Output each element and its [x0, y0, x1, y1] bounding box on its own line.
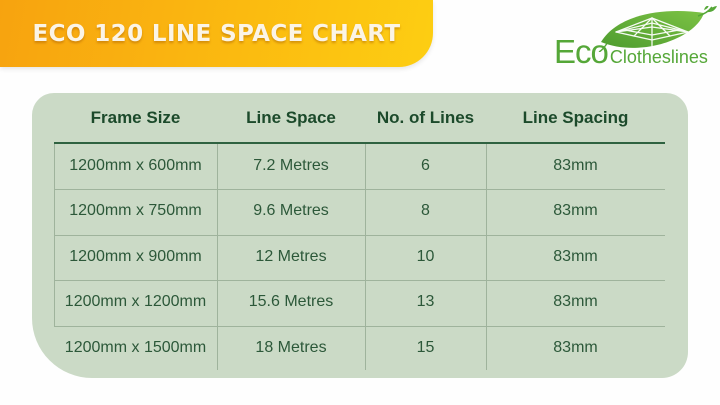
header-cell-line-spacing: Line Spacing	[522, 108, 629, 127]
brand-suffix: Clotheslines	[609, 47, 708, 67]
table-cell: 7.2 Metres	[253, 156, 329, 174]
table-cell: 13	[416, 293, 435, 311]
column-divider	[217, 144, 218, 370]
header-cell-line-space: Line Space	[246, 108, 336, 127]
table-cell: 83mm	[553, 202, 598, 220]
header-cell-frame-size: Frame Size	[90, 108, 181, 127]
line-space-table-panel	[32, 93, 688, 378]
column-divider	[365, 144, 366, 370]
page-title: ECO 120 LINE SPACE CHART	[32, 20, 401, 47]
line-space-table	[54, 93, 665, 378]
table-cell: 1200mm x 750mm	[69, 202, 202, 220]
row-divider	[54, 189, 665, 190]
table-cell: 1200mm x 1500mm	[64, 338, 207, 356]
eco-clotheslines-logo	[548, 4, 716, 68]
table-cell: 18 Metres	[255, 338, 327, 356]
row-divider	[54, 280, 665, 281]
header-cell-no-of-lines: No. of Lines	[376, 108, 475, 127]
table-cell: 8	[421, 202, 430, 220]
brand-wordmark	[554, 35, 708, 68]
table-cell: 1200mm x 1200mm	[64, 293, 207, 311]
title-banner	[0, 0, 433, 67]
column-divider	[486, 144, 487, 370]
row-divider	[54, 326, 665, 327]
table-cell: 83mm	[553, 293, 598, 311]
table-left-rule	[54, 144, 55, 326]
table-cell: 83mm	[553, 156, 598, 174]
table-cell: 12 Metres	[255, 247, 327, 265]
row-divider	[54, 235, 665, 236]
table-cell: 9.6 Metres	[253, 202, 329, 220]
table-cell: 83mm	[553, 247, 598, 265]
table-cell: 1200mm x 900mm	[69, 247, 202, 265]
table-cell: 15	[416, 338, 435, 356]
brand-name: Eco	[554, 33, 608, 70]
table-cell: 1200mm x 600mm	[69, 156, 202, 174]
table-cell: 15.6 Metres	[248, 293, 334, 311]
table-cell: 6	[421, 156, 430, 174]
table-cell: 83mm	[553, 338, 598, 356]
table-cell: 10	[416, 247, 435, 265]
header-underline	[54, 142, 665, 144]
table-grid	[54, 93, 665, 371]
